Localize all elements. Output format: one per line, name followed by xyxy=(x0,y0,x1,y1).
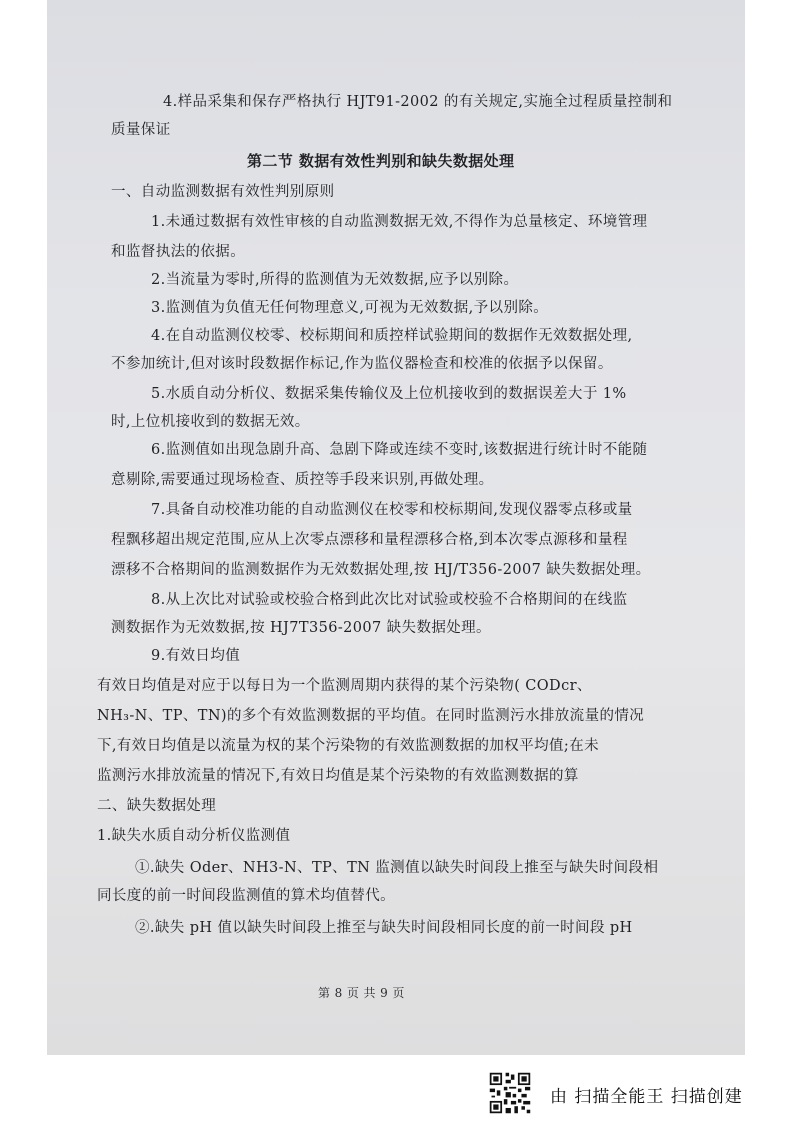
text-line: 监测污水排放流量的情况下,有效日均值是某个污染物的有效监测数据的算 xyxy=(97,768,579,784)
section-title: 第二节 数据有效性判别和缺失数据处理 xyxy=(247,152,515,170)
text-line: 3.监测值为负值无任何物理意义,可视为无效数据,予以别除。 xyxy=(151,300,549,316)
text-line: 意剔除,需要通过现场检查、质控等手段来识别,再做处理。 xyxy=(111,472,494,488)
text-line: 和监督执法的依据。 xyxy=(111,244,246,260)
text-line: 8.从上次比对试验或校验合格到此次比对试验或校验不合格期间的在线监 xyxy=(151,592,628,608)
text-line: 1.未通过数据有效性审核的自动监测数据无效,不得作为总量核定、环境管理 xyxy=(151,214,648,230)
text-line: 2.当流量为零时,所得的监测值为无效数据,应予以别除。 xyxy=(151,272,519,288)
text-line: 5.水质自动分析仪、数据采集传输仪及上位机接收到的数据误差大于 1% xyxy=(151,386,627,402)
scanner-watermark xyxy=(488,1068,788,1118)
text-line: 程飘移超出规定范围,应从上次零点漂移和量程漂移合格,到本次零点源移和量程 xyxy=(111,532,628,548)
qr-code-icon xyxy=(488,1071,532,1115)
text-line: 9.有效日均值 xyxy=(151,648,241,664)
text-line: 漂移不合格期间的监测数据作为无效数据处理,按 HJ/T356-2007 缺失数据处理。 xyxy=(111,562,651,578)
text-line: 测数据作为无效数据,按 HJ7T356-2007 缺失数据处理。 xyxy=(111,620,491,636)
text-line: ②.缺失 pH 值以缺失时间段上推至与缺失时间段相同长度的前一时间段 pH xyxy=(135,920,633,936)
text-line: 4.样品采集和保存严格执行 HJT91-2002 的有关规定,实施全过程质量控制和 xyxy=(163,94,673,110)
text-line: 有效日均值是对应于以每日为一个监测周期内获得的某个污染物( CODcr、 xyxy=(97,678,592,694)
heading-two: 二、缺失数据处理 xyxy=(97,798,217,814)
page-footer: 第 8 页 共 9 页 xyxy=(318,986,405,1000)
text-line: 6.监测值如出现急剧升高、急剧下降或连续不变时,该数据进行统计时不能随 xyxy=(151,442,648,458)
text-line: 下,有效日均值是以流量为权的某个污染物的有效监测数据的加权平均值;在未 xyxy=(97,738,599,754)
text-line: 7.具备自动校准功能的自动监测仪在校零和校标期间,发现仪器零点移或量 xyxy=(151,502,633,518)
text-line: ①.缺失 Oder、NH3-N、TP、TN 监测值以缺失时间段上推至与缺失时间段相 xyxy=(135,860,659,876)
watermark-text: 由 扫描全能王 扫描创建 xyxy=(550,1087,743,1107)
text-line: NH₃-N、TP、TN)的多个有效监测数据的平均值。在同时监测污水排放流量的情况 xyxy=(97,708,645,724)
text-line: 同长度的前一时间段监测值的算术均值替代。 xyxy=(97,888,395,904)
text-line: 4.在自动监测仪校零、校标期间和质控样试验期间的数据作无效数据处理, xyxy=(151,328,633,344)
text-line: 不参加统计,但对该时段数据作标记,作为监仪器检查和校准的依据予以保留。 xyxy=(111,356,613,372)
heading-one: 一、自动监测数据有效性判别原则 xyxy=(111,184,335,200)
scanned-page xyxy=(47,0,745,1055)
text-line: 质量保证 xyxy=(111,122,171,138)
text-line: 时,上位机接收到的数据无效。 xyxy=(111,414,310,430)
text-line: 1.缺失水质自动分析仪监测值 xyxy=(97,828,291,844)
